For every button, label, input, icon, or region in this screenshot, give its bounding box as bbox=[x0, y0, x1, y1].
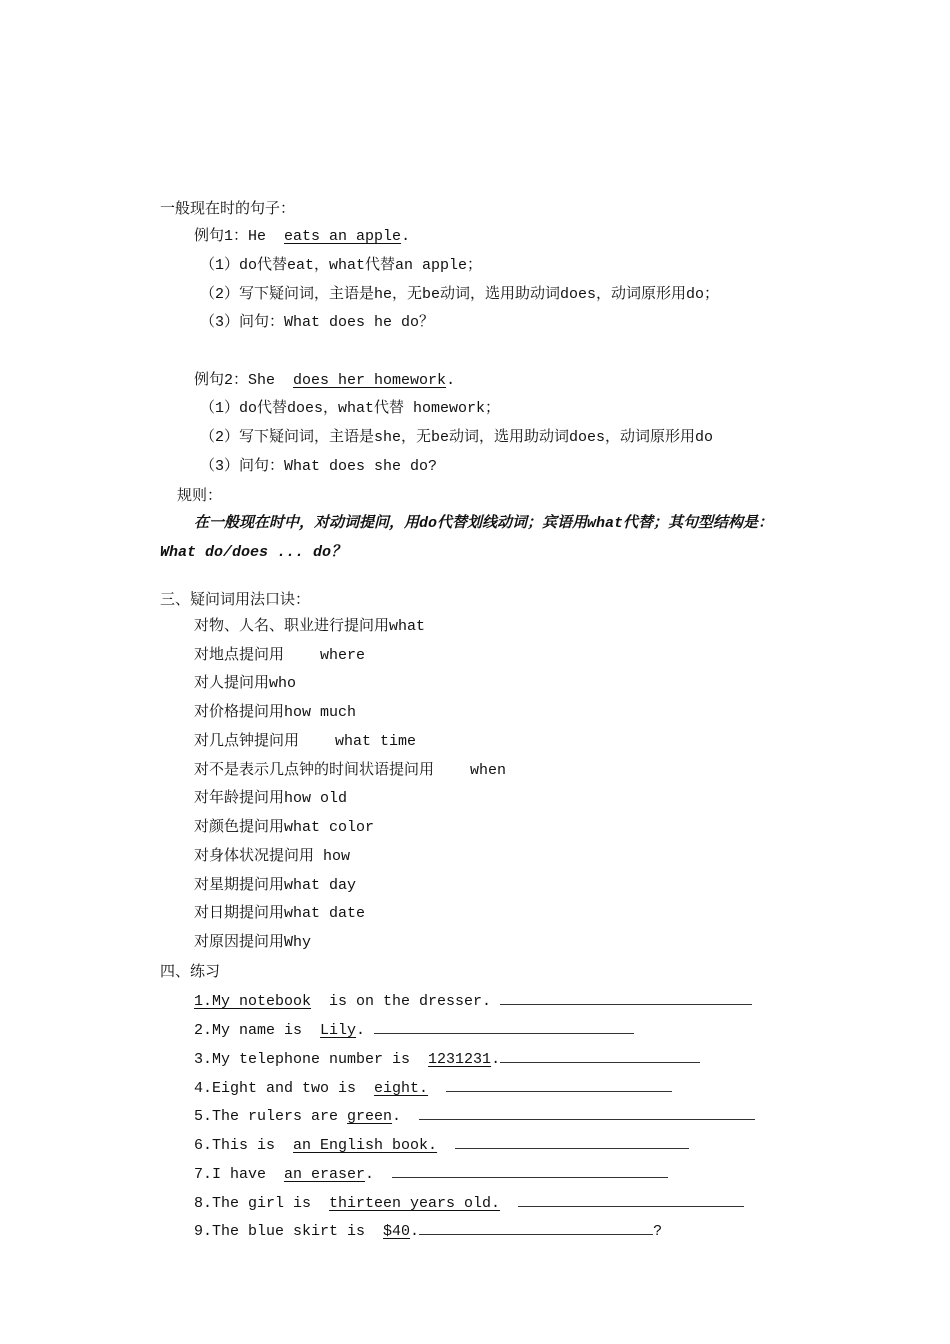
exercise-5-text: 5.The rulers are bbox=[194, 1108, 348, 1125]
exercise-6-end bbox=[437, 1137, 455, 1154]
exercise-9-end: . bbox=[410, 1223, 420, 1240]
exercise-2-end: . bbox=[356, 1022, 375, 1039]
exercise-7-end: . bbox=[365, 1166, 393, 1183]
exercise-3 bbox=[194, 1048, 700, 1070]
exercise-5-end: . bbox=[392, 1108, 420, 1125]
exercise-5-underlined: green bbox=[347, 1108, 393, 1125]
answer-blank[interactable] bbox=[518, 1192, 744, 1207]
rule-item: 对几点钟提问用 what time bbox=[194, 733, 417, 750]
exercise-9-question-mark: ? bbox=[653, 1223, 663, 1240]
exercise-9-text: 9.The blue skirt is bbox=[194, 1223, 384, 1240]
exercise-6-underlined: an English book. bbox=[293, 1137, 438, 1154]
example1-step3: （3）问句：What does he do？ bbox=[200, 314, 435, 331]
rule-item: 对年龄提问用how old bbox=[194, 790, 348, 807]
rule-item: 对原因提问用Why bbox=[194, 934, 312, 951]
exercise-9 bbox=[194, 1220, 662, 1242]
exercise-7 bbox=[194, 1163, 668, 1185]
rule-item: 对人提问用who bbox=[194, 675, 297, 692]
exercise-3-underlined: 1231231 bbox=[428, 1051, 492, 1068]
exercise-1 bbox=[194, 990, 752, 1012]
answer-blank[interactable] bbox=[500, 990, 752, 1005]
exercise-6-text: 6.This is bbox=[194, 1137, 294, 1154]
exercise-8 bbox=[194, 1192, 744, 1214]
section1-title: 一般现在时的句子： bbox=[160, 199, 296, 217]
rule-item: 对物、人名、职业进行提问用what bbox=[194, 618, 426, 635]
exercise-1-text: is on the dresser. bbox=[311, 993, 501, 1010]
exercise-9-underlined: $40 bbox=[383, 1223, 411, 1240]
answer-blank[interactable] bbox=[419, 1220, 653, 1235]
exercise-8-text: 8.The girl is bbox=[194, 1195, 330, 1212]
answer-blank[interactable] bbox=[500, 1048, 700, 1063]
rule-item: 对地点提问用 where bbox=[194, 647, 366, 664]
exercise-7-underlined: an eraser bbox=[284, 1166, 366, 1183]
answer-blank[interactable] bbox=[446, 1077, 672, 1092]
example2-label: 例句2：She bbox=[194, 372, 285, 389]
exercise-1-underlined: 1.My notebook bbox=[194, 993, 312, 1010]
exercise-7-text: 7.I have bbox=[194, 1166, 285, 1183]
exercise-8-underlined: thirteen years old. bbox=[329, 1195, 501, 1212]
rule-item: 对身体状况提问用 how bbox=[194, 848, 351, 865]
rule-item: 对星期提问用what day bbox=[194, 877, 357, 894]
rule-label: 规则： bbox=[177, 486, 223, 504]
exercise-4-underlined: eight. bbox=[374, 1080, 429, 1097]
example2-end: . bbox=[446, 372, 456, 389]
example1-label: 例句1：He bbox=[194, 228, 276, 245]
example1-step1: （1）do代替eat，what代替an apple； bbox=[200, 257, 483, 274]
example1-underlined: eats an apple bbox=[284, 228, 402, 245]
exercise-8-end bbox=[500, 1195, 518, 1212]
answer-blank[interactable] bbox=[374, 1019, 634, 1034]
example1-step2: （2）写下疑问词，主语是he，无be动词，选用助动词does，动词原形用do； bbox=[200, 286, 720, 303]
rule-item: 对不是表示几点钟的时间状语提问用 when bbox=[194, 762, 507, 779]
exercise-4 bbox=[194, 1077, 672, 1099]
exercise-4-text: 4.Eight and two is bbox=[194, 1080, 375, 1097]
exercise-5 bbox=[194, 1105, 755, 1127]
exercise-2-text: 2.My name is bbox=[194, 1022, 321, 1039]
exercise-2-underlined: Lily bbox=[320, 1022, 357, 1039]
example1-end: . bbox=[401, 228, 411, 245]
section3-title: 三、疑问词用法口诀： bbox=[160, 590, 311, 608]
exercise-3-text: 3.My telephone number is bbox=[194, 1051, 429, 1068]
example1-sentence bbox=[194, 227, 410, 247]
answer-blank[interactable] bbox=[455, 1134, 689, 1149]
example2-step3: （3）问句：What does she do? bbox=[200, 458, 438, 475]
example2-step2: （2）写下疑问词，主语是she，无be动词，选用助动词does，动词原形用do bbox=[200, 429, 714, 446]
exercise-6 bbox=[194, 1134, 689, 1156]
rule-line1: 在一般现在时中，对动词提问，用do代替划线动词；宾语用what代替；其句型结构是： bbox=[194, 515, 774, 532]
section4-title: 四、练习 bbox=[160, 962, 221, 980]
rule-item: 对颜色提问用what color bbox=[194, 819, 375, 836]
answer-blank[interactable] bbox=[419, 1105, 755, 1120]
rule-item: 对价格提问用how much bbox=[194, 704, 357, 721]
rule-line2: What do/does ... do？ bbox=[160, 544, 347, 561]
rule-item: 对日期提问用what date bbox=[194, 905, 366, 922]
example2-step1: （1）do代替does，what代替 homework； bbox=[200, 400, 501, 417]
answer-blank[interactable] bbox=[392, 1163, 668, 1178]
example2-sentence bbox=[194, 371, 455, 391]
exercise-2 bbox=[194, 1019, 634, 1041]
exercise-4-end bbox=[428, 1080, 446, 1097]
example2-underlined: does her homework bbox=[293, 372, 447, 389]
exercise-3-end: . bbox=[491, 1051, 501, 1068]
